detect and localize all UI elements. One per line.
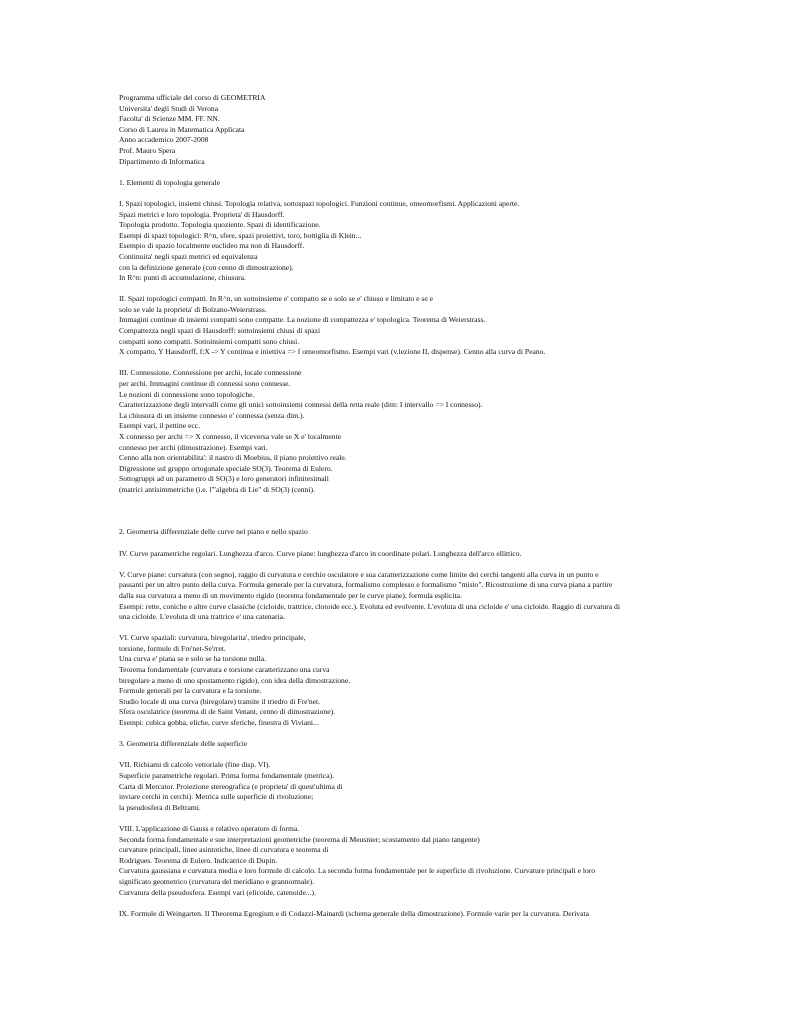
text-line: Esempi: rette, coniche e altre curve classiche (cicloide, trattrice, clotoide ecc.). Evoluta ed evolvente. L'evoluta di una cicloide e' una cicloide. Raggio di curvatura di [119,601,620,611]
paragraph-II [119,294,679,358]
text-line: X compatto, Y Hausdorff, f:X -> Y continua e iniettiva => f omeomorfismo. Esempi vari (v.lezione II, dispense). Cenno alla curva di Peano. [119,347,546,357]
text-line: Immagini continue di insiemi compatti sono compatte. La nozione di compattezza e' topologica. Teorema di Weierstrass. [119,315,486,325]
text-line: II. Spazi topologici compatti. In R^n, un sottoinsieme e' compatto se e solo se e' chiuso e limitato e se e [119,294,433,304]
faculty: Facolta' di Scienze MM. FF. NN. [119,114,220,124]
text-line: V. Curve piane: curvatura (con segno), raggio di curvatura e cerchio osculatore e sua caratterizzazione come limite dei cerchi tangenti alla curva in un punto e [119,569,599,579]
department: Dipartimento di Informatica [119,156,205,166]
text-line: Sottogruppi ad un parametro di SO(3) e loro generatori infinitesimali [119,474,329,484]
course-title: Programma ufficiale del corso di GEOMETRIA [119,93,266,102]
section-1-title: 1. Elementi di topologia generale [119,177,221,187]
text-line: III. Connessione. Connessione per archi, locale connessione [119,368,302,378]
text-line: Esempi: cubica gobba, eliche, curve sferiche, finestra di Viviani... [119,718,319,728]
document-body [119,93,679,919]
text-line: VIII. L'applicazione di Gauss e relativo operatore di forma. [119,823,300,833]
text-line: VI. Curve spaziali: curvatura, biregolarita', triedro principale, [119,633,306,643]
text-line: per archi. Immagini continue di connessi sono connesse. [119,379,291,389]
text-line: connesso per archi (dimostrazione). Esempi vari. [119,442,268,452]
paragraph-IX [119,909,679,920]
text-line: IX. Formule di Weingarten. Il Theorema Egregium e di Codazzi-Mainardi (schema generale della dimostrazione). Formule varie per la curvatura. Derivata [119,908,589,918]
text-line: passanti per un altro punto della curva. Formula generale per la curvatura, formalismo complesso e formalismo "misto". Ricostruzione di una curva piana a partire [119,580,613,590]
text-line: X connesso per archi => X connesso, il viceversa vale se X e' localmente [119,432,342,441]
text-line: Digressione sul gruppo ortogonale speciale SO(3). Teorema di Eulero. [119,463,333,473]
text-line: In R^n: punti di accumulazione, chiusura. [119,273,246,283]
text-line: La chiusura di un insieme connesso e' connessa (senza dim.). [119,410,305,420]
paragraph-IV [119,549,679,560]
academic-year: Anno accademico 2007-2008 [119,135,209,145]
text-line: con la definizione generale (con cenno di dimostrazione). [119,262,294,272]
paragraph-VII [119,760,679,813]
professor: Prof. Mauro Spera [119,145,176,155]
text-line: I. Spazi topologici, insiemi chiusi. Topologia relativa, sottospazi topologici. Funzioni continue, omeomorfismi. Applicazioni aperte. [119,198,520,208]
text-line: biregolare a meno di uno spostamento rigido), con idea della dimostrazione. [119,675,351,685]
text-line: curvature principali, linee asintotiche, linee di curvatura e teorema di [119,845,329,855]
paragraph-I [119,199,679,284]
text-line: solo se vale la proprieta' di Bolzano-Weierstrass. [119,304,267,314]
text-line: Le nozioni di connessione sono topologiche. [119,389,255,399]
text-line: Esempi di spazi topologici: R^n, sfere, spazi proiettivi, toro, bottiglia di Klein... [119,230,362,240]
text-line: Sfera osculatrice (teorema di de Saint Venant, cenno di dimostrazione). [119,707,335,717]
university: Universita' degli Studi di Verona [119,103,219,113]
text-line: Superficie parametriche regolari. Prima forma fondamentale (metrica). [119,771,335,780]
text-line: Esempi vari, il pettine ecc. [119,421,200,431]
degree-course: Corso di Laurea in Matematica Applicata [119,124,245,134]
text-line: IV. Curve parametriche regolari. Lunghezza d'arco. Curve piane: lunghezza d'arco in coordinate polari. Lunghezza dell'arco ellittico. [119,548,522,558]
text-line: Studio locale di una curva (biregolare) tramite il triedro di Fre'net. [119,696,321,706]
text-line: Curvatura della pseudosfera. Esempi vari (elicoide, catenoide...). [119,887,316,897]
text-line: Seconda forma fondamentale e sue interpretazioni geometriche (teorema di Meusnier; scostamento dal piano tangente) [119,834,480,844]
text-line: una cicloide. L'evoluta di una trattrice e' una catenaria. [119,612,285,622]
paragraph-III [119,368,679,495]
text-line: Esempio di spazio localmente euclideo ma non di Hausdorff. [119,241,305,251]
text-line: torsione, formule di Fre'net-Se'rret. [119,643,226,653]
text-line: Curvatura gaussiana e curvatura media e loro formule di calcolo. La seconda forma fondamentale per le superficie di rivoluzione. Curvature principali e loro [119,866,596,876]
text-line: Caratterizzazione degli intervalli come gli unici sottoinsiemi connessi della retta reale (dim: I intervallo => I connesso). [119,400,483,410]
text-line: Teorema fondamentale (curvatura e torsione caratterizzano una curva [119,665,330,675]
text-line: (matrici antisimmetriche (i.e. l'"algebra di Lie" di SO(3) (cenni). [119,484,315,494]
text-line: Formule generali per la curvatura e la torsione. [119,686,262,696]
paragraph-VIII [119,824,679,898]
text-line: Continuita' negli spazi metrici ed equivalenza [119,251,258,261]
paragraph-V [119,570,679,623]
section-3-title: 3. Geometria differenziale delle superficie [119,739,248,749]
text-line: significato geometrico (curvatura del meridiano e grannormale). [119,876,315,886]
text-line: Carta di Mercator. Proiezione stereografica (e proprieta' di quest'ultima di [119,781,343,791]
text-line: Topologia prodotto. Topologia quoziente. Spazi di identificazione. [119,220,321,230]
text-line: Compattezza negli spazi di Hausdorff: sottoinsiemi chiusi di spazi [119,326,321,336]
text-line: Una curva e' piana se e solo se ha torsione nulla. [119,654,267,664]
text-line: compatti sono compatti. Sottoinsiemi compatti sono chiusi. [119,336,300,346]
text-line: dalla sua curvatura a meno di un movimento rigido (teorema fondamentale per le curve piane), formula esplicita. [119,590,462,600]
header-block [119,93,679,167]
section-2-title: 2. Geometria differenziale delle curve nel piano e nello spazio [119,527,308,537]
text-line: inviare cerchi in cerchi). Metrica sulle superficie di rivoluzione; [119,792,314,802]
text-line: VII. Richiami di calcolo vettoriale (fine disp. VI). [119,760,271,770]
paragraph-VI [119,633,679,728]
text-line: Rodrigues. Teorema di Eulero. Indicatrice di Dupin. [119,855,278,865]
text-line: Cenno alla non orientabilita': il nastro di Moebius, il piano proiettivo reale. [119,453,347,463]
text-line: Spazi metrici e loro topologia. Proprieta' di Hausdorff. [119,209,285,219]
text-line: la pseudosfera di Beltrami. [119,802,201,812]
